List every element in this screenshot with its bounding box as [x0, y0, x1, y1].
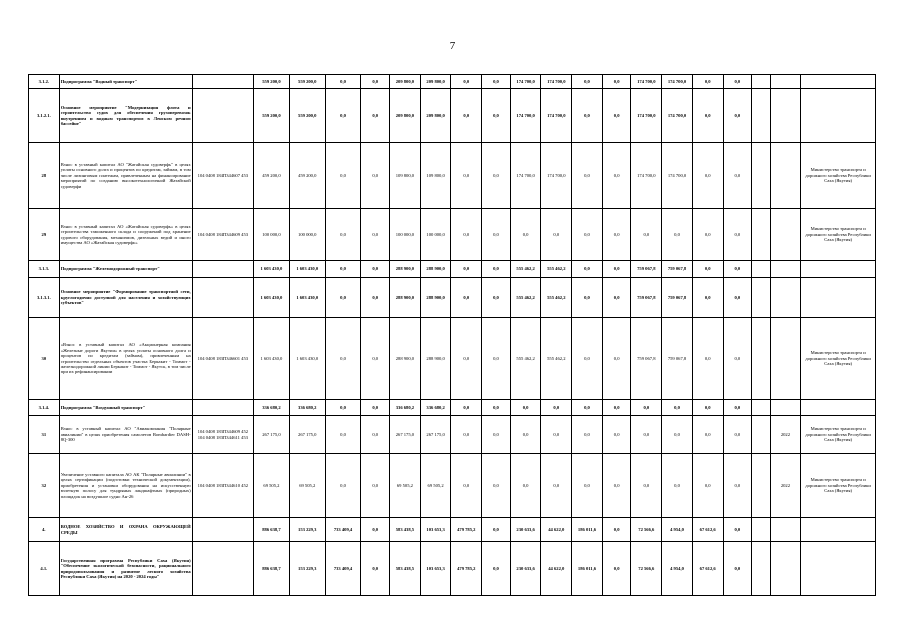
- amount-cell: 4 954,0: [662, 542, 693, 596]
- amount-cell: 0,0: [325, 318, 361, 400]
- amount-cell: 0,0: [723, 518, 752, 542]
- budget-code: 104 0408 184П344607 453: [192, 143, 253, 209]
- row-number: 3.1.3.: [29, 261, 60, 278]
- amount-cell: 0,0: [325, 454, 361, 518]
- amount-cell: 0,0: [361, 416, 390, 454]
- amount-cell: 0,0: [602, 542, 631, 596]
- row-number: 3.1.4.: [29, 400, 60, 416]
- budget-code: [192, 278, 253, 318]
- amount-cell: 0,0: [451, 416, 482, 454]
- amount-cell: 109 800,0: [390, 143, 421, 209]
- amount-cell: 0,0: [451, 400, 482, 416]
- row-name: Взнос в уставный капитал АО «Жатайская судоверфь» в целях строительства таможенного склада и сооружений под хранение судового оборудования, механизмов, дизельных ведий и иного имущества АО «Жатайская судоверфь»: [59, 209, 192, 261]
- amount-cell: 0,0: [482, 416, 511, 454]
- empty-cell: [752, 209, 770, 261]
- amount-cell: 0,0: [572, 75, 603, 89]
- amount-cell: 0,0: [572, 318, 603, 400]
- table-row: [29, 454, 876, 518]
- amount-cell: 230 633,6: [510, 542, 541, 596]
- amount-cell: 0,0: [325, 416, 361, 454]
- amount-cell: 555 462,2: [541, 318, 572, 400]
- amount-cell: 1 603 430,0: [254, 278, 290, 318]
- amount-cell: 288 900,0: [420, 261, 451, 278]
- amount-cell: 559 200,0: [254, 89, 290, 143]
- amount-cell: 100 000,0: [254, 209, 290, 261]
- amount-cell: 0,0: [482, 318, 511, 400]
- row-name: Взнос в уставный капитал АО "Жатайская судоверфь" в целях уплаты основного долга и процентов по кредитам, займам, в том числе лизинговым платежам, привлеченным на финансирование мероприятий по созданию высокотехнологичной Жатайской судоверфи: [59, 143, 192, 209]
- amount-cell: 174 700,0: [631, 75, 662, 89]
- budget-code: [192, 518, 253, 542]
- amount-cell: 100 000,0: [289, 209, 325, 261]
- amount-cell: 555 462,2: [541, 278, 572, 318]
- empty-cell: [752, 400, 770, 416]
- amount-cell: 0,0: [723, 416, 752, 454]
- amount-cell: 0,0: [361, 518, 390, 542]
- row-number: 29: [29, 209, 60, 261]
- amount-cell: 174 700,0: [662, 89, 693, 143]
- amount-cell: 0,0: [482, 261, 511, 278]
- amount-cell: 1 603 430,0: [289, 261, 325, 278]
- amount-cell: 0,0: [602, 143, 631, 209]
- executor-cell: [801, 278, 876, 318]
- amount-cell: 759 067,8: [631, 278, 662, 318]
- amount-cell: 174 700,0: [510, 75, 541, 89]
- amount-cell: 0,0: [451, 209, 482, 261]
- year-cell: [770, 75, 801, 89]
- amount-cell: 459 200,0: [254, 143, 290, 209]
- amount-cell: 186 011,6: [572, 518, 603, 542]
- amount-cell: 0,0: [572, 143, 603, 209]
- amount-cell: 759 067,8: [662, 261, 693, 278]
- amount-cell: 0,0: [482, 209, 511, 261]
- row-number: 4.: [29, 518, 60, 542]
- amount-cell: 0,0: [602, 89, 631, 143]
- year-cell: [770, 318, 801, 400]
- amount-cell: 0,0: [572, 261, 603, 278]
- row-name: «Взнос в уставный капитал АО «Акционерная компания «Железные дороги Якутии» в целях уплаты основного долга и процентов по кредитам (займам), привлеченным на строительство отдельных объектов участка Беркакит - Томмот - железнодорожной линии Беркакит - Томмот - Якутск, в том числе при их рефинансировании: [59, 318, 192, 400]
- amount-cell: 0,0: [723, 400, 752, 416]
- amount-cell: 0,0: [541, 416, 572, 454]
- row-name: Государственная программа Республики Саха (Якутия) "Обеспечение экологической безопасности, рационального природопользования и развитие лесного хозяйства Республики Саха (Якутия) на 2020 - 2024 годы": [59, 542, 192, 596]
- row-name: Подпрограмма "Железнодорожный транспорт": [59, 261, 192, 278]
- amount-cell: 0,0: [325, 89, 361, 143]
- amount-cell: 0,0: [662, 209, 693, 261]
- amount-cell: 174 700,0: [541, 89, 572, 143]
- page-number: 7: [449, 40, 456, 52]
- row-number: 32: [29, 454, 60, 518]
- amount-cell: 0,0: [631, 454, 662, 518]
- amount-cell: 0,0: [510, 400, 541, 416]
- amount-cell: 0,0: [572, 400, 603, 416]
- table-row: [29, 278, 876, 318]
- amount-cell: 0,0: [361, 261, 390, 278]
- empty-cell: [752, 261, 770, 278]
- amount-cell: 0,0: [602, 75, 631, 89]
- executor-cell: [801, 75, 876, 89]
- amount-cell: 0,0: [451, 261, 482, 278]
- row-number: 3.1.2.1.: [29, 89, 60, 143]
- executor-cell: Министерство транспорта и дорожного хозяйства Республики Саха (Якутия): [801, 143, 876, 209]
- amount-cell: 288 900,0: [390, 261, 421, 278]
- amount-cell: 759 067,8: [631, 318, 662, 400]
- amount-cell: 0,0: [723, 542, 752, 596]
- amount-cell: 0,0: [361, 75, 390, 89]
- executor-cell: [801, 261, 876, 278]
- amount-cell: 759 067,8: [662, 318, 693, 400]
- amount-cell: 0,0: [451, 89, 482, 143]
- year-cell: 2022: [770, 416, 801, 454]
- budget-code: [192, 75, 253, 89]
- amount-cell: 0,0: [325, 209, 361, 261]
- budget-code: [192, 261, 253, 278]
- amount-cell: 209 800,0: [420, 89, 451, 143]
- amount-cell: 0,0: [723, 89, 752, 143]
- amount-cell: 174 700,0: [631, 143, 662, 209]
- amount-cell: 0,0: [572, 89, 603, 143]
- amount-cell: 0,0: [451, 454, 482, 518]
- amount-cell: 0,0: [602, 454, 631, 518]
- row-number: 31: [29, 416, 60, 454]
- amount-cell: 0,0: [541, 454, 572, 518]
- amount-cell: 209 800,0: [390, 75, 421, 89]
- year-cell: [770, 542, 801, 596]
- empty-cell: [752, 89, 770, 143]
- amount-cell: 69 505,2: [420, 454, 451, 518]
- executor-cell: Министерство транспорта и дорожного хозяйства Республики Саха (Якутия): [801, 318, 876, 400]
- amount-cell: 559 200,0: [289, 89, 325, 143]
- executor-cell: [801, 542, 876, 596]
- year-cell: [770, 400, 801, 416]
- row-number: 30: [29, 318, 60, 400]
- amount-cell: 0,0: [631, 400, 662, 416]
- amount-cell: 69 505,2: [289, 454, 325, 518]
- amount-cell: 0,0: [510, 209, 541, 261]
- amount-cell: 0,0: [572, 209, 603, 261]
- table-row: [29, 542, 876, 596]
- table-row: [29, 209, 876, 261]
- amount-cell: 0,0: [723, 209, 752, 261]
- amount-cell: 0,0: [692, 278, 723, 318]
- amount-cell: 733 409,4: [325, 542, 361, 596]
- executor-cell: Министерство транспорта и дорожного хозяйства Республики Саха (Якутия): [801, 209, 876, 261]
- amount-cell: 733 409,4: [325, 518, 361, 542]
- amount-cell: 555 462,2: [510, 318, 541, 400]
- amount-cell: 0,0: [572, 416, 603, 454]
- amount-cell: 209 800,0: [420, 75, 451, 89]
- amount-cell: 153 229,3: [289, 518, 325, 542]
- amount-cell: 4 954,0: [662, 518, 693, 542]
- amount-cell: 0,0: [361, 400, 390, 416]
- amount-cell: 0,0: [451, 278, 482, 318]
- empty-cell: [752, 518, 770, 542]
- executor-cell: Министерство транспорта и дорожного хозяйства Республики Саха (Якутия): [801, 416, 876, 454]
- amount-cell: 0,0: [692, 75, 723, 89]
- budget-code: [192, 89, 253, 143]
- amount-cell: 288 900,0: [390, 318, 421, 400]
- amount-cell: 0,0: [692, 261, 723, 278]
- budget-code: [192, 542, 253, 596]
- amount-cell: 0,0: [602, 261, 631, 278]
- amount-cell: 583 438,5: [390, 518, 421, 542]
- amount-cell: 0,0: [325, 400, 361, 416]
- year-cell: [770, 518, 801, 542]
- amount-cell: 555 462,2: [510, 278, 541, 318]
- amount-cell: 0,0: [361, 542, 390, 596]
- amount-cell: 69 505,2: [390, 454, 421, 518]
- budget-table: [28, 74, 876, 596]
- budget-code: 104 0408 183П344609 452 104 0408 183П344611 453: [192, 416, 253, 454]
- amount-cell: 336 680,2: [420, 400, 451, 416]
- amount-cell: 174 700,0: [541, 75, 572, 89]
- amount-cell: 0,0: [361, 209, 390, 261]
- amount-cell: 0,0: [482, 400, 511, 416]
- amount-cell: 44 622,0: [541, 518, 572, 542]
- amount-cell: 0,0: [692, 89, 723, 143]
- row-name: ВОДНОЕ ХОЗЯЙСТВО И ОХРАНА ОКРУЖАЮЩЕЙ СРЕДЫ: [59, 518, 192, 542]
- amount-cell: 103 653,3: [420, 518, 451, 542]
- amount-cell: 0,0: [510, 454, 541, 518]
- amount-cell: 0,0: [325, 75, 361, 89]
- amount-cell: 174 700,0: [510, 89, 541, 143]
- table-row: [29, 143, 876, 209]
- amount-cell: 0,0: [510, 416, 541, 454]
- amount-cell: 0,0: [541, 209, 572, 261]
- amount-cell: 186 011,6: [572, 542, 603, 596]
- amount-cell: 0,0: [602, 318, 631, 400]
- amount-cell: 0,0: [631, 209, 662, 261]
- row-number: 4.1.: [29, 542, 60, 596]
- amount-cell: 559 200,0: [289, 75, 325, 89]
- amount-cell: 1 603 430,0: [289, 278, 325, 318]
- amount-cell: 174 700,0: [662, 75, 693, 89]
- amount-cell: 0,0: [602, 416, 631, 454]
- amount-cell: 0,0: [482, 454, 511, 518]
- amount-cell: 336 680,2: [390, 400, 421, 416]
- executor-cell: Министерство транспорта и дорожного хозяйства Республики Саха (Якутия): [801, 454, 876, 518]
- year-cell: [770, 261, 801, 278]
- amount-cell: 759 067,8: [631, 261, 662, 278]
- amount-cell: 0,0: [482, 75, 511, 89]
- amount-cell: 0,0: [361, 278, 390, 318]
- row-name: Подпрограмма "Водный транспорт": [59, 75, 192, 89]
- empty-cell: [752, 318, 770, 400]
- amount-cell: 100 000,0: [420, 209, 451, 261]
- empty-cell: [752, 454, 770, 518]
- executor-cell: [801, 518, 876, 542]
- table-row: [29, 318, 876, 400]
- amount-cell: 0,0: [602, 278, 631, 318]
- amount-cell: 267 175,0: [420, 416, 451, 454]
- amount-cell: 0,0: [602, 518, 631, 542]
- budget-code: 104 0408 183П346601 453: [192, 318, 253, 400]
- amount-cell: 583 438,5: [390, 542, 421, 596]
- amount-cell: 0,0: [482, 89, 511, 143]
- amount-cell: 288 900,0: [390, 278, 421, 318]
- amount-cell: 0,0: [325, 278, 361, 318]
- amount-cell: 0,0: [572, 454, 603, 518]
- amount-cell: 459 200,0: [289, 143, 325, 209]
- amount-cell: 72 566,6: [631, 518, 662, 542]
- amount-cell: 0,0: [572, 278, 603, 318]
- amount-cell: 0,0: [723, 454, 752, 518]
- amount-cell: 153 229,3: [289, 542, 325, 596]
- table-row: [29, 400, 876, 416]
- amount-cell: 174 700,0: [662, 143, 693, 209]
- executor-cell: [801, 89, 876, 143]
- amount-cell: 0,0: [482, 542, 511, 596]
- amount-cell: 0,0: [451, 318, 482, 400]
- amount-cell: 0,0: [723, 261, 752, 278]
- amount-cell: 0,0: [482, 143, 511, 209]
- amount-cell: 0,0: [692, 454, 723, 518]
- amount-cell: 100 000,0: [390, 209, 421, 261]
- amount-cell: 0,0: [723, 318, 752, 400]
- amount-cell: 1 603 430,0: [254, 318, 290, 400]
- amount-cell: 0,0: [361, 89, 390, 143]
- amount-cell: 288 900,0: [420, 278, 451, 318]
- amount-cell: 174 700,0: [510, 143, 541, 209]
- amount-cell: 0,0: [325, 143, 361, 209]
- amount-cell: 288 900,0: [420, 318, 451, 400]
- amount-cell: 0,0: [541, 400, 572, 416]
- amount-cell: 0,0: [692, 209, 723, 261]
- row-name: Взнос в уставный капитал АО "Авиакомпания "Полярные авиалинии" в целях приобретения самолетов Bombardier DASH-8Q-300: [59, 416, 192, 454]
- amount-cell: 479 785,2: [451, 518, 482, 542]
- year-cell: [770, 209, 801, 261]
- budget-code: 104 0408 184П344609 453: [192, 209, 253, 261]
- amount-cell: 0,0: [662, 454, 693, 518]
- amount-cell: 0,0: [451, 143, 482, 209]
- amount-cell: 267 175,0: [289, 416, 325, 454]
- year-cell: 2022: [770, 454, 801, 518]
- amount-cell: 886 638,7: [254, 518, 290, 542]
- amount-cell: 0,0: [692, 400, 723, 416]
- amount-cell: 0,0: [662, 416, 693, 454]
- row-name: Основное мероприятие "Формирование транспортной сети, круглогодично доступной для населения и хозяйствующих субъектов": [59, 278, 192, 318]
- amount-cell: 0,0: [692, 143, 723, 209]
- amount-cell: 1 603 430,0: [289, 318, 325, 400]
- amount-cell: 174 700,0: [631, 89, 662, 143]
- year-cell: [770, 89, 801, 143]
- table-row: [29, 75, 876, 89]
- amount-cell: 0,0: [692, 318, 723, 400]
- executor-cell: [801, 400, 876, 416]
- amount-cell: 0,0: [602, 400, 631, 416]
- amount-cell: 336 680,2: [289, 400, 325, 416]
- amount-cell: 67 612,6: [692, 542, 723, 596]
- amount-cell: 336 680,2: [254, 400, 290, 416]
- amount-cell: 0,0: [692, 416, 723, 454]
- amount-cell: 109 800,0: [420, 143, 451, 209]
- year-cell: [770, 278, 801, 318]
- empty-cell: [752, 416, 770, 454]
- amount-cell: 267 175,0: [390, 416, 421, 454]
- amount-cell: 555 462,2: [541, 261, 572, 278]
- amount-cell: 0,0: [602, 209, 631, 261]
- amount-cell: 1 603 430,0: [254, 261, 290, 278]
- amount-cell: 103 653,3: [420, 542, 451, 596]
- amount-cell: 174 700,0: [541, 143, 572, 209]
- amount-cell: 479 785,2: [451, 542, 482, 596]
- amount-cell: 72 566,6: [631, 542, 662, 596]
- amount-cell: 209 800,0: [390, 89, 421, 143]
- amount-cell: 0,0: [361, 454, 390, 518]
- row-number: 3.1.2.: [29, 75, 60, 89]
- amount-cell: 0,0: [723, 278, 752, 318]
- row-name: Увеличение уставного капитала АО АК "Полярные авиалинии" в целях сертификации (подготовки технической документации), приобретения и установки оборудования на искусственную взлетную полосу для тундряных ландшафтных (природных) площадок на воздушное судно Ан-26: [59, 454, 192, 518]
- amount-cell: 886 638,7: [254, 542, 290, 596]
- empty-cell: [752, 542, 770, 596]
- amount-cell: 69 505,2: [254, 454, 290, 518]
- amount-cell: 555 462,2: [510, 261, 541, 278]
- table-row: [29, 261, 876, 278]
- amount-cell: 0,0: [631, 416, 662, 454]
- amount-cell: 230 633,6: [510, 518, 541, 542]
- amount-cell: 0,0: [361, 318, 390, 400]
- amount-cell: 0,0: [361, 143, 390, 209]
- amount-cell: 267 175,0: [254, 416, 290, 454]
- amount-cell: 0,0: [482, 518, 511, 542]
- row-name: Подпрограмма "Воздушный транспорт": [59, 400, 192, 416]
- amount-cell: 759 067,8: [662, 278, 693, 318]
- table-row: [29, 518, 876, 542]
- row-number: 28: [29, 143, 60, 209]
- amount-cell: 0,0: [482, 278, 511, 318]
- amount-cell: 559 200,0: [254, 75, 290, 89]
- budget-code: [192, 400, 253, 416]
- empty-cell: [752, 278, 770, 318]
- table-row: [29, 416, 876, 454]
- table-row: [29, 89, 876, 143]
- budget-code: 104 0408 183П344610 452: [192, 454, 253, 518]
- amount-cell: 0,0: [723, 143, 752, 209]
- amount-cell: 0,0: [723, 75, 752, 89]
- year-cell: [770, 143, 801, 209]
- empty-cell: [752, 75, 770, 89]
- amount-cell: 44 622,0: [541, 542, 572, 596]
- amount-cell: 0,0: [325, 261, 361, 278]
- amount-cell: 67 612,6: [692, 518, 723, 542]
- empty-cell: [752, 143, 770, 209]
- row-number: 3.1.3.1.: [29, 278, 60, 318]
- amount-cell: 0,0: [451, 75, 482, 89]
- row-name: Основное мероприятие "Модернизация флота и строительство судов для обеспечения грузоперевозок внутренним и водным транспортом в Ленском речном бассейне": [59, 89, 192, 143]
- amount-cell: 0,0: [662, 400, 693, 416]
